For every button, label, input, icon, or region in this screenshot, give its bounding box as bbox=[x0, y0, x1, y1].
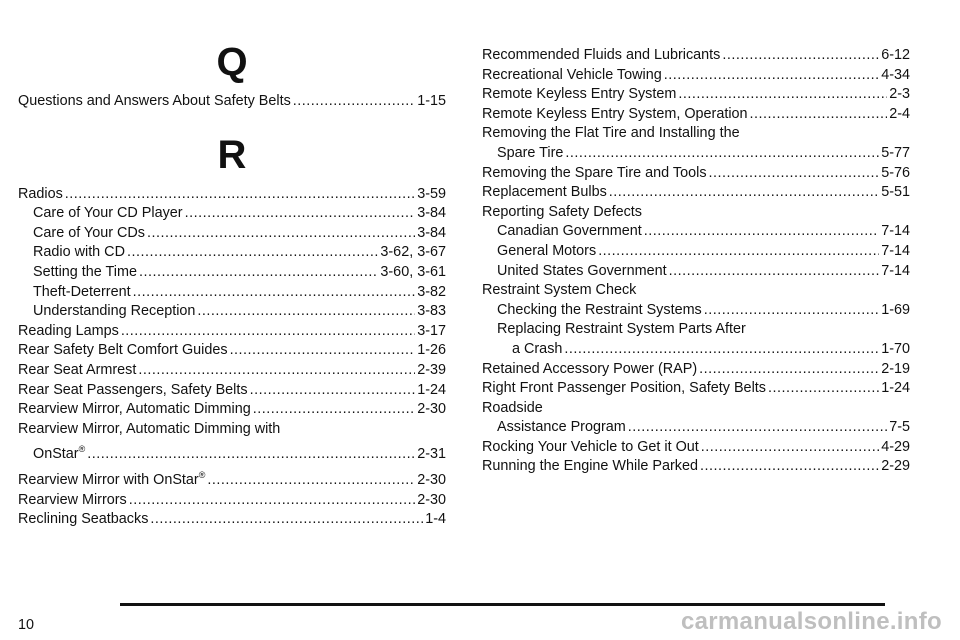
dot-leader bbox=[121, 322, 415, 342]
index-entry bbox=[18, 510, 446, 530]
entry-page: 5-77 bbox=[881, 144, 910, 161]
dot-leader bbox=[768, 379, 879, 399]
index-subentry bbox=[482, 262, 910, 282]
dot-leader bbox=[598, 242, 879, 262]
entry-text: Theft-Deterrent bbox=[33, 283, 131, 300]
entry-text: Reading Lamps bbox=[18, 322, 119, 339]
index-subentry bbox=[18, 224, 446, 244]
entry-page: 1-4 bbox=[425, 511, 446, 528]
index-column-right bbox=[482, 46, 910, 477]
entry-text-main: Rearview Mirror with OnStar bbox=[18, 471, 199, 488]
entry-page: 1-70 bbox=[881, 340, 910, 357]
entry-text: Removing the Spare Tire and Tools bbox=[482, 164, 707, 181]
entry-text-main: OnStar bbox=[33, 446, 79, 463]
entry-text: General Motors bbox=[497, 242, 597, 259]
entry-page: 2-30 bbox=[417, 491, 446, 508]
dot-leader bbox=[699, 360, 879, 380]
entry-text: Recommended Fluids and Lubricants bbox=[482, 47, 721, 63]
entry-page: 3-83 bbox=[417, 303, 446, 320]
index-subentry bbox=[18, 263, 446, 283]
dot-leader bbox=[147, 224, 415, 244]
entry-text: Checking the Restraint Systems bbox=[497, 301, 702, 318]
index-entry bbox=[482, 164, 910, 184]
entry-page: 3-82 bbox=[417, 283, 446, 300]
dot-leader bbox=[701, 438, 879, 458]
index-entry bbox=[482, 399, 910, 419]
index-entry bbox=[482, 124, 910, 144]
index-subentry bbox=[482, 242, 910, 262]
entry-text bbox=[33, 445, 85, 465]
entry-text: Rearview Mirrors bbox=[18, 491, 127, 508]
dot-leader bbox=[133, 283, 416, 303]
entry-page: 1-26 bbox=[417, 342, 446, 359]
index-entry bbox=[18, 381, 446, 401]
entry-page: 1-24 bbox=[417, 381, 446, 398]
dot-leader bbox=[150, 510, 423, 530]
index-entry bbox=[482, 203, 910, 223]
entry-text: Retained Accessory Power (RAP) bbox=[482, 360, 698, 377]
entry-page: 5-76 bbox=[881, 164, 910, 181]
index-entry-continuation bbox=[482, 340, 910, 360]
entry-text: Right Front Passenger Position, Safety Belts bbox=[482, 380, 766, 397]
page-number: 10 bbox=[18, 617, 35, 633]
dot-leader bbox=[564, 340, 879, 360]
index-entry bbox=[482, 281, 910, 301]
entry-text: Rocking Your Vehicle to Get it Out bbox=[482, 438, 699, 455]
dot-leader bbox=[197, 302, 415, 322]
entry-text: Radio with CD bbox=[33, 244, 125, 261]
entry-page: 1-24 bbox=[881, 380, 910, 397]
entry-text: Assistance Program bbox=[497, 419, 626, 436]
entry-page: 3-60, 3-61 bbox=[380, 263, 446, 280]
dot-leader bbox=[565, 144, 879, 164]
r-entry-list bbox=[18, 185, 446, 530]
dot-leader bbox=[127, 243, 378, 263]
entry-text: Spare Tire bbox=[497, 144, 564, 161]
entry-page: 2-19 bbox=[881, 360, 910, 377]
index-entry bbox=[482, 105, 910, 125]
entry-page: 7-14 bbox=[881, 242, 910, 259]
index-subentry bbox=[18, 243, 446, 263]
registered-mark: ® bbox=[78, 444, 86, 455]
entry-text: Canadian Government bbox=[497, 223, 642, 240]
index-entry bbox=[18, 322, 446, 342]
entry-page: 4-29 bbox=[881, 438, 910, 455]
entry-page: 3-17 bbox=[417, 322, 446, 339]
entry-text: Remote Keyless Entry System bbox=[482, 86, 677, 103]
entry-text bbox=[18, 471, 205, 491]
section-letter-q: Q bbox=[216, 40, 248, 84]
index-entry bbox=[482, 379, 910, 399]
dot-leader bbox=[750, 105, 888, 125]
dot-leader bbox=[644, 222, 879, 242]
entry-page: 4-34 bbox=[881, 66, 910, 83]
entry-text: Remote Keyless Entry System, Operation bbox=[482, 105, 748, 122]
entry-page: 3-84 bbox=[417, 224, 446, 241]
entry-page: 5-51 bbox=[881, 184, 910, 201]
dot-leader bbox=[609, 183, 879, 203]
entry-page: 2-3 bbox=[889, 86, 910, 103]
entry-text: Reclining Seatbacks bbox=[18, 511, 149, 528]
dot-leader bbox=[293, 92, 415, 112]
dot-leader bbox=[65, 185, 415, 205]
entry-page: 7-14 bbox=[881, 223, 910, 240]
dot-leader bbox=[669, 262, 880, 282]
entry-text: Care of Your CDs bbox=[33, 224, 145, 241]
index-entry bbox=[482, 360, 910, 380]
section-letter-r: R bbox=[217, 132, 247, 177]
entry-page: 2-31 bbox=[417, 446, 446, 463]
entry-text: Radios bbox=[18, 185, 63, 202]
entry-text: Running the Engine While Parked bbox=[482, 458, 698, 475]
index-entry bbox=[482, 46, 910, 66]
index-subentry bbox=[482, 320, 910, 340]
index-subentry bbox=[18, 283, 446, 303]
index-entry bbox=[482, 85, 910, 105]
entry-text: Understanding Reception bbox=[33, 303, 196, 320]
entry-text: Rear Seat Passengers, Safety Belts bbox=[18, 381, 248, 398]
entry-text: Rearview Mirror, Automatic Dimming bbox=[18, 401, 251, 418]
index-entry bbox=[18, 185, 446, 205]
index-entry bbox=[482, 183, 910, 203]
watermark: carmanualsonline.info bbox=[680, 608, 942, 635]
entry-text: Restraint System Check bbox=[482, 282, 637, 299]
dot-leader bbox=[185, 204, 416, 224]
entry-page: 1-15 bbox=[417, 93, 446, 109]
index-entry bbox=[482, 457, 910, 477]
entry-page: 2-39 bbox=[417, 361, 446, 378]
entry-page: 2-4 bbox=[889, 105, 910, 122]
entry-text: Care of Your CD Player bbox=[33, 205, 183, 222]
entry-page: 6-12 bbox=[881, 47, 910, 63]
dot-leader bbox=[664, 66, 879, 86]
dot-leader bbox=[250, 381, 416, 401]
index-entry bbox=[18, 92, 446, 112]
dot-leader bbox=[253, 400, 415, 420]
entry-page: 1-69 bbox=[881, 301, 910, 318]
q-entry-list bbox=[18, 92, 446, 112]
dot-leader bbox=[628, 418, 887, 438]
index-entry-continuation bbox=[18, 439, 446, 465]
entry-page: 7-14 bbox=[881, 262, 910, 279]
entry-text: Setting the Time bbox=[33, 263, 137, 280]
index-entry bbox=[18, 400, 446, 420]
dot-leader bbox=[704, 301, 879, 321]
dot-leader bbox=[230, 341, 416, 361]
entry-page: 7-5 bbox=[889, 419, 910, 436]
entry-page: 3-62, 3-67 bbox=[380, 244, 446, 261]
index-entry bbox=[18, 491, 446, 511]
dot-leader bbox=[129, 491, 415, 511]
index-entry-continuation bbox=[482, 144, 910, 164]
index-subentry bbox=[482, 301, 910, 321]
entry-text: Removing the Flat Tire and Installing the bbox=[482, 125, 740, 142]
dot-leader bbox=[700, 457, 879, 477]
index-entry bbox=[18, 465, 446, 491]
dot-leader bbox=[678, 85, 887, 105]
r-entry-list-continued bbox=[482, 46, 910, 477]
entry-text: Replacing Restraint System Parts After bbox=[497, 321, 746, 338]
entry-page: 2-29 bbox=[881, 458, 910, 475]
entry-text: Recreational Vehicle Towing bbox=[482, 66, 662, 83]
dot-leader bbox=[139, 263, 378, 283]
dot-leader bbox=[138, 361, 415, 381]
index-entry bbox=[18, 420, 446, 440]
index-subentry bbox=[18, 204, 446, 224]
footer-rule bbox=[120, 603, 885, 606]
index-entry bbox=[18, 361, 446, 381]
index-column-left bbox=[18, 40, 446, 530]
dot-leader bbox=[722, 46, 879, 66]
entry-text: Rear Safety Belt Comfort Guides bbox=[18, 342, 228, 359]
entry-text: Replacement Bulbs bbox=[482, 184, 607, 201]
entry-text: Roadside bbox=[482, 399, 543, 416]
registered-mark: ® bbox=[198, 470, 206, 481]
index-subentry bbox=[18, 302, 446, 322]
entry-text: Rearview Mirror, Automatic Dimming with bbox=[18, 420, 281, 437]
index-entry-continuation bbox=[482, 418, 910, 438]
entry-text: Rear Seat Armrest bbox=[18, 361, 137, 378]
entry-page: 3-59 bbox=[417, 185, 446, 202]
dot-leader bbox=[87, 445, 415, 465]
entry-text: Questions and Answers About Safety Belts bbox=[18, 93, 291, 109]
index-entry bbox=[18, 341, 446, 361]
entry-text: a Crash bbox=[512, 340, 563, 357]
index-entry bbox=[482, 438, 910, 458]
dot-leader bbox=[207, 471, 415, 491]
entry-text: United States Government bbox=[497, 262, 667, 279]
entry-page: 3-84 bbox=[417, 205, 446, 222]
index-subentry bbox=[482, 222, 910, 242]
entry-text: Reporting Safety Defects bbox=[482, 203, 642, 220]
entry-page: 2-30 bbox=[417, 471, 446, 488]
dot-leader bbox=[709, 164, 880, 184]
entry-page: 2-30 bbox=[417, 401, 446, 418]
index-entry bbox=[482, 66, 910, 86]
